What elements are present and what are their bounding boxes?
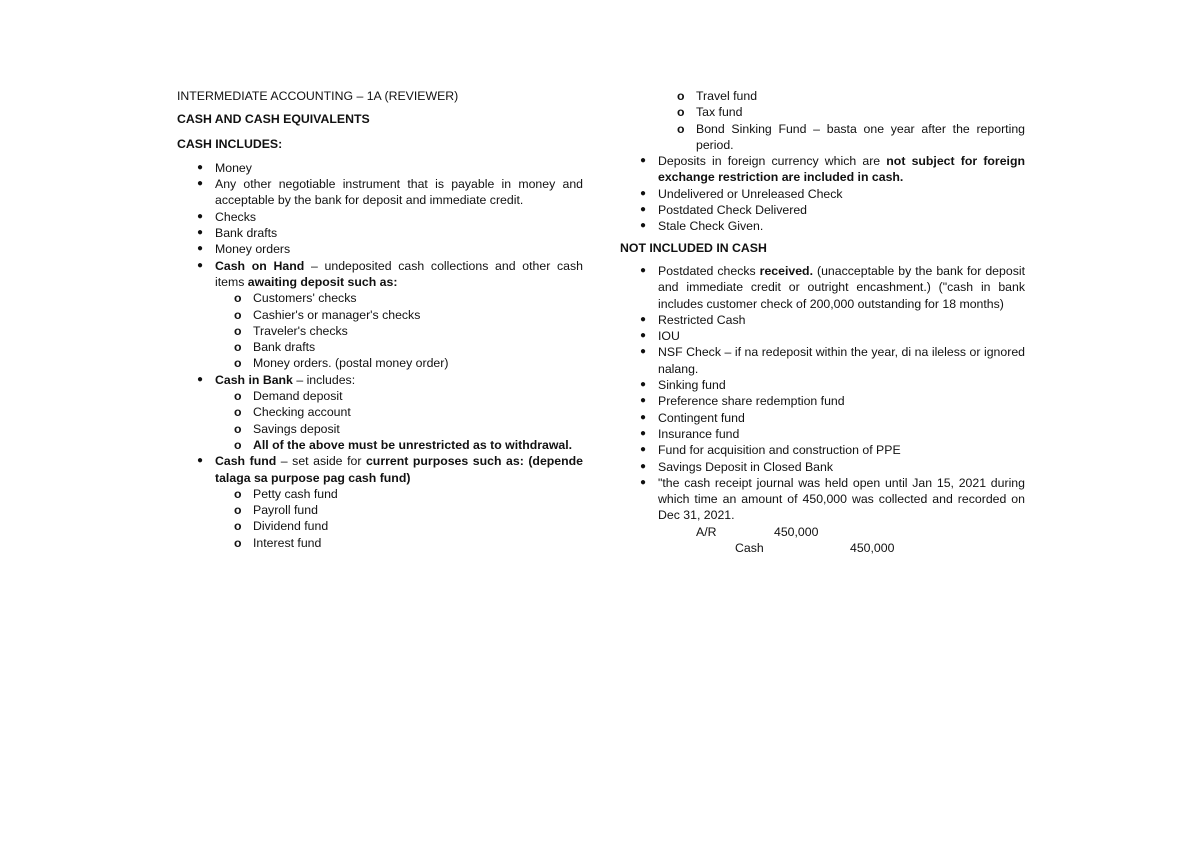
bullet-icon: ● (197, 373, 204, 385)
list-item: ● NSF Check – if na redeposit within the year, di na ileless or ignored nalang. (640, 345, 1025, 376)
circle-bullet-icon: o (234, 503, 242, 518)
list-item: ● Postdated Check Delivered (640, 203, 808, 218)
sub-list-item: o Interest fund (234, 535, 322, 550)
circle-bullet-icon: o (234, 323, 242, 338)
circle-bullet-icon: o (677, 89, 685, 103)
bullet-icon: ● (640, 444, 647, 456)
bullet-icon: ● (640, 264, 647, 276)
list-item: ● Sinking fund (640, 378, 726, 393)
circle-bullet-icon: o (234, 405, 242, 420)
circle-bullet-icon: o (234, 356, 242, 371)
cash-on-hand-sublist (177, 290, 583, 371)
cash-fund-sublist-continued (620, 88, 1025, 153)
bullet-icon: ● (640, 204, 647, 216)
bullet-icon: ● (640, 379, 647, 391)
list-item-postdated-received: ● Postdated checks received. (unacceptable by the bank for deposit and immediate credit or outright encashment.) ("cash in bank includes customer check of 200,000 outstanding for 18 months) (640, 263, 1025, 311)
bullet-icon: ● (197, 455, 204, 467)
bullet-icon: ● (640, 187, 647, 199)
section-heading-cash-equivalents: CASH AND CASH EQUIVALENTS (177, 112, 370, 127)
debit-account: A/R (696, 524, 717, 539)
circle-bullet-icon: o (677, 121, 685, 136)
list-item: ● Contingent fund (640, 410, 745, 425)
list-item-cash-receipt-journal: ● "the cash receipt journal was held open until Jan 15, 2021 during which time an amount of 450,000 was collected and recorded on Dec 31, 2021. (640, 475, 1025, 523)
cash-includes-list-continued (620, 153, 1025, 234)
cash-fund-sublist (177, 486, 583, 551)
list-item: ● IOU (640, 329, 680, 344)
sub-list-item: o Customers' checks (234, 291, 357, 306)
bullet-icon: ● (197, 243, 204, 255)
cash-in-bank-sublist (177, 388, 583, 453)
bullet-icon: ● (640, 313, 647, 325)
bullet-icon: ● (640, 476, 647, 488)
circle-bullet-icon: o (234, 340, 242, 355)
list-item-cash-in-bank: ● Cash in Bank – includes: (197, 372, 356, 387)
debit-amount: 450,000 (774, 524, 819, 539)
sub-list-item: o All of the above must be unrestricted as to withdrawal. (234, 437, 573, 452)
bullet-icon: ● (197, 178, 204, 190)
list-item: ● Fund for acquisition and construction of PPE (640, 443, 901, 458)
list-item: ● Undelivered or Unreleased Check (640, 186, 843, 201)
bullet-icon: ● (640, 346, 647, 358)
circle-bullet-icon: o (234, 486, 242, 501)
circle-bullet-icon: o (234, 535, 242, 550)
circle-bullet-icon: o (234, 389, 242, 404)
bullet-icon: ● (640, 395, 647, 407)
list-item: ● Any other negotiable instrument that is payable in money and acceptable by the bank for deposit and immediate credit. (197, 177, 583, 208)
list-item-cash-fund: ● Cash fund – set aside for current purposes such as: (depende talaga sa purpose pag cash fund) (197, 454, 583, 485)
bullet-icon: ● (197, 259, 204, 271)
circle-bullet-icon: o (234, 421, 242, 436)
circle-bullet-icon: o (234, 437, 242, 452)
list-item-cash-on-hand: ● Cash on Hand – undeposited cash collections and other cash items awaiting deposit such as: (197, 258, 584, 289)
list-item: ● Savings Deposit in Closed Bank (640, 459, 833, 474)
sub-list-item: o Cashier's or manager's checks (234, 307, 421, 322)
circle-bullet-icon: o (234, 519, 242, 534)
bullet-icon: ● (640, 411, 647, 423)
not-included-list (620, 263, 1025, 524)
right-column (620, 88, 1025, 556)
subheading-cash-includes: CASH INCLUDES: (177, 136, 283, 151)
circle-bullet-icon: o (234, 307, 242, 322)
list-item: ● Restricted Cash (640, 312, 746, 327)
cash-includes-list (177, 160, 583, 290)
bullet-icon: ● (197, 227, 204, 239)
sub-list-item: o Money orders. (postal money order) (234, 356, 449, 371)
sub-list-item: o Tax fund (677, 105, 743, 120)
credit-account: Cash (735, 541, 764, 556)
sub-list-item: o Bond Sinking Fund – basta one year after the reporting period. (677, 121, 1025, 152)
bullet-icon: ● (640, 427, 647, 439)
list-item: ● Stale Check Given. (640, 219, 764, 234)
list-item: ● Insurance fund (640, 426, 740, 441)
section-heading-not-included: NOT INCLUDED IN CASH (620, 240, 767, 255)
list-item: ● Money (197, 160, 252, 175)
sub-list-item: o Traveler's checks (234, 323, 348, 338)
list-item-foreign-currency: ● Deposits in foreign currency which are not subject for foreign exchange restriction are included in cash. (640, 154, 1025, 185)
sub-list-item: o Bank drafts (234, 340, 316, 355)
bullet-icon: ● (197, 210, 204, 222)
list-item: ● Checks (197, 209, 257, 224)
sub-list-item: o Dividend fund (234, 519, 329, 534)
bullet-icon: ● (640, 330, 647, 342)
journal-entry-debit-line (620, 524, 1025, 540)
sub-list-item: o Travel fund (677, 89, 758, 103)
sub-list-item: o Demand deposit (234, 389, 343, 404)
sub-list-item: o Payroll fund (234, 503, 318, 518)
document-title: INTERMEDIATE ACCOUNTING – 1A (REVIEWER) (177, 89, 459, 103)
bullet-icon: ● (640, 155, 647, 167)
circle-bullet-icon: o (234, 291, 242, 306)
journal-entry-credit-line (620, 540, 1025, 556)
left-column (177, 88, 583, 551)
sub-list-item: o Savings deposit (234, 421, 340, 436)
sub-list-item: o Checking account (234, 405, 351, 420)
sub-list-item: o Petty cash fund (234, 486, 338, 501)
list-item: ● Preference share redemption fund (640, 394, 845, 409)
bullet-icon: ● (640, 460, 647, 472)
circle-bullet-icon: o (677, 105, 685, 120)
list-item: ● Money orders (197, 242, 291, 257)
credit-amount: 450,000 (850, 541, 895, 556)
bullet-icon: ● (197, 161, 204, 173)
bullet-icon: ● (640, 220, 647, 232)
list-item: ● Bank drafts (197, 226, 278, 241)
